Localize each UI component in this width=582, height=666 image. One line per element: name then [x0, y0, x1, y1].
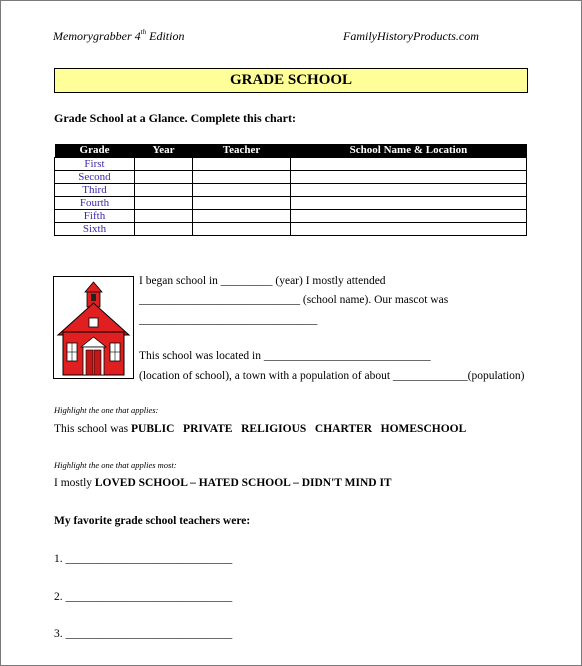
- school-cell[interactable]: [291, 158, 527, 171]
- column-header-school: School Name & Location: [291, 144, 527, 158]
- teacher-line-2[interactable]: 2. _____________________________: [54, 591, 233, 603]
- table-row: [55, 158, 527, 171]
- table-row: [55, 210, 527, 223]
- schoolhouse-icon: [53, 276, 134, 379]
- feeling-line: [54, 477, 392, 489]
- year-cell[interactable]: [135, 171, 193, 184]
- teacher-cell[interactable]: [193, 184, 291, 197]
- feeling-options: LOVED SCHOOL – HATED SCHOOL – DIDN'T MIND IT: [94, 477, 392, 489]
- school-cell[interactable]: [291, 210, 527, 223]
- grade-cell: Sixth: [55, 223, 135, 236]
- teacher-cell[interactable]: [193, 197, 291, 210]
- location-line1: This school was located in _____________________________: [139, 350, 431, 362]
- grade-cell: Second: [55, 171, 135, 184]
- year-cell[interactable]: [135, 223, 193, 236]
- feeling-hint: Highlight the one that applies most:: [54, 460, 177, 470]
- school-cell[interactable]: [291, 197, 527, 210]
- grade-chart-table: [54, 144, 527, 236]
- began-school-line2: ____________________________ (school name). Our mascot was: [139, 294, 449, 306]
- school-cell[interactable]: [291, 223, 527, 236]
- teacher-cell[interactable]: [193, 210, 291, 223]
- school-cell[interactable]: [291, 184, 527, 197]
- header-website: FamilyHistoryProducts.com: [343, 29, 479, 43]
- school-type-prefix: This school was: [54, 423, 131, 435]
- table-header-row: [55, 144, 527, 158]
- header-edition: Memorygrabber 4th Edition: [53, 28, 185, 43]
- began-school-line1: I began school in _________ (year) I mostly attended: [139, 275, 386, 287]
- year-cell[interactable]: [135, 197, 193, 210]
- glance-instructions: Grade School at a Glance. Complete this chart:: [54, 111, 296, 125]
- table-row: [55, 223, 527, 236]
- teacher-line-3[interactable]: 3. _____________________________: [54, 628, 233, 640]
- grade-cell: Fourth: [55, 197, 135, 210]
- teacher-cell[interactable]: [193, 223, 291, 236]
- table-row: [55, 184, 527, 197]
- began-school-line3: _______________________________: [139, 314, 318, 326]
- page-title: GRADE SCHOOL: [54, 68, 528, 93]
- grade-cell: Third: [55, 184, 135, 197]
- teachers-heading: My favorite grade school teachers were:: [54, 515, 251, 527]
- school-type-options: PUBLIC PRIVATE RELIGIOUS CHARTER HOMESCHOOL: [130, 423, 467, 435]
- teacher-cell[interactable]: [193, 158, 291, 171]
- school-type-hint: Highlight the one that applies:: [54, 405, 159, 415]
- school-cell[interactable]: [291, 171, 527, 184]
- table-row: [55, 197, 527, 210]
- location-line2: (location of school), a town with a population of about _____________(population): [139, 370, 525, 382]
- year-cell[interactable]: [135, 184, 193, 197]
- school-type-line: [54, 423, 466, 435]
- feeling-prefix: I mostly: [54, 477, 95, 489]
- year-cell[interactable]: [135, 158, 193, 171]
- column-header-grade: Grade: [55, 144, 135, 158]
- grade-cell: Fifth: [55, 210, 135, 223]
- column-header-teacher: Teacher: [193, 144, 291, 158]
- grade-cell: First: [55, 158, 135, 171]
- year-cell[interactable]: [135, 210, 193, 223]
- table-row: [55, 171, 527, 184]
- column-header-year: Year: [135, 144, 193, 158]
- teacher-cell[interactable]: [193, 171, 291, 184]
- teacher-line-1[interactable]: 1. _____________________________: [54, 553, 233, 565]
